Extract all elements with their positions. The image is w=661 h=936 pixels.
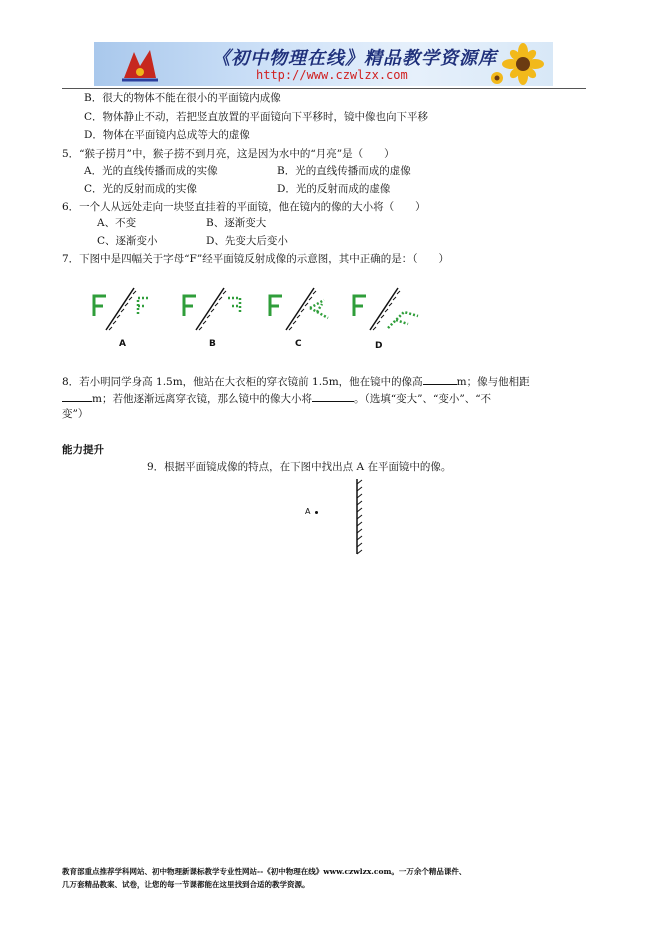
mirror-figure-b — [178, 286, 258, 334]
q8-line-1 — [62, 373, 530, 389]
q8-blank-1[interactable] — [423, 373, 457, 385]
footer-line-2: 几万套精品教案、试卷，让您的每一节课都能在这里找到合适的教学资源。 — [62, 880, 310, 889]
q8-line-1-b: m；像与他相距 — [456, 376, 530, 388]
header-rule — [62, 88, 586, 89]
section-title: 能力提升 — [62, 444, 104, 456]
q8-blank-2[interactable] — [62, 390, 92, 402]
q9-point-label: A — [305, 507, 311, 516]
mirror-figure-a — [88, 286, 168, 334]
mirror-figure-c — [264, 286, 344, 334]
q5-option-d: D．光的反射而成的虚像 — [277, 183, 391, 195]
q8-line-2 — [62, 390, 491, 406]
q8-line-3: 变”） — [62, 408, 89, 420]
banner-title: 《初中物理在线》精品教学资源库 — [212, 48, 497, 69]
q8-line-2-a: m；若他逐渐远离穿衣镜，那么镜中的像大小将 — [92, 393, 312, 405]
q5-option-a: A．光的直线传播而成的实像 — [84, 165, 218, 177]
point-a-dot — [315, 511, 318, 514]
q7-label-b: B — [209, 339, 216, 349]
q5-stem: 5．“猴子捞月”中，猴子捞不到月亮，这是因为水中的“月亮”是（ ） — [62, 148, 395, 160]
q8-blank-3[interactable] — [312, 390, 354, 402]
q5-option-b: B．光的直线传播而成的虚像 — [277, 165, 411, 177]
sunflower-icon — [489, 42, 553, 86]
logo-icon — [120, 48, 160, 82]
q6-stem: 6．一个人从远处走向一块竖直挂着的平面镜，他在镜内的像的大小将（ ） — [62, 201, 426, 213]
q4-option-b: B．很大的物体不能在很小的平面镜内成像 — [84, 92, 281, 104]
q4-option-d: D．物体在平面镜内总成等大的虚像 — [84, 129, 250, 141]
q9-stem: 9．根据平面镜成像的特点，在下图中找出点 A 在平面镜中的像。 — [147, 461, 452, 473]
header-banner — [94, 42, 553, 86]
q6-option-c: C、逐渐变小 — [97, 235, 158, 247]
q7-label-c: C — [295, 339, 302, 349]
q6-option-a: A、不变 — [97, 217, 137, 229]
footer-line-1: 教育部重点推荐学科网站、初中物理新课标教学专业性网站--《初中物理在线》www.czwlzx.com。一万余个精品课件、 — [62, 867, 467, 876]
q7-stem: 7．下图中是四幅关于字母“F”经平面镜反射成像的示意图，其中正确的是：（ ） — [62, 253, 449, 265]
mirror-figure-d — [348, 286, 428, 334]
mirror-vertical — [350, 478, 364, 556]
banner-url[interactable]: http://www.czwlzx.com — [256, 68, 408, 82]
q8-line-2-b: 。（选填“变大”、“变小”、“不 — [353, 393, 492, 405]
q5-option-c: C．光的反射而成的实像 — [84, 183, 198, 195]
q7-label-d: D — [375, 341, 383, 351]
q8-line-1-a: 8．若小明同学身高 1.5m，他站在大衣柜的穿衣镜前 1.5m，他在镜中的像高 — [62, 376, 423, 388]
q6-option-d: D、先变大后变小 — [206, 235, 288, 247]
q7-label-a: A — [119, 339, 126, 349]
q6-option-b: B、逐渐变大 — [206, 217, 267, 229]
q4-option-c: C．物体静止不动，若把竖直放置的平面镜向下平移时，镜中像也向下平移 — [84, 111, 429, 123]
